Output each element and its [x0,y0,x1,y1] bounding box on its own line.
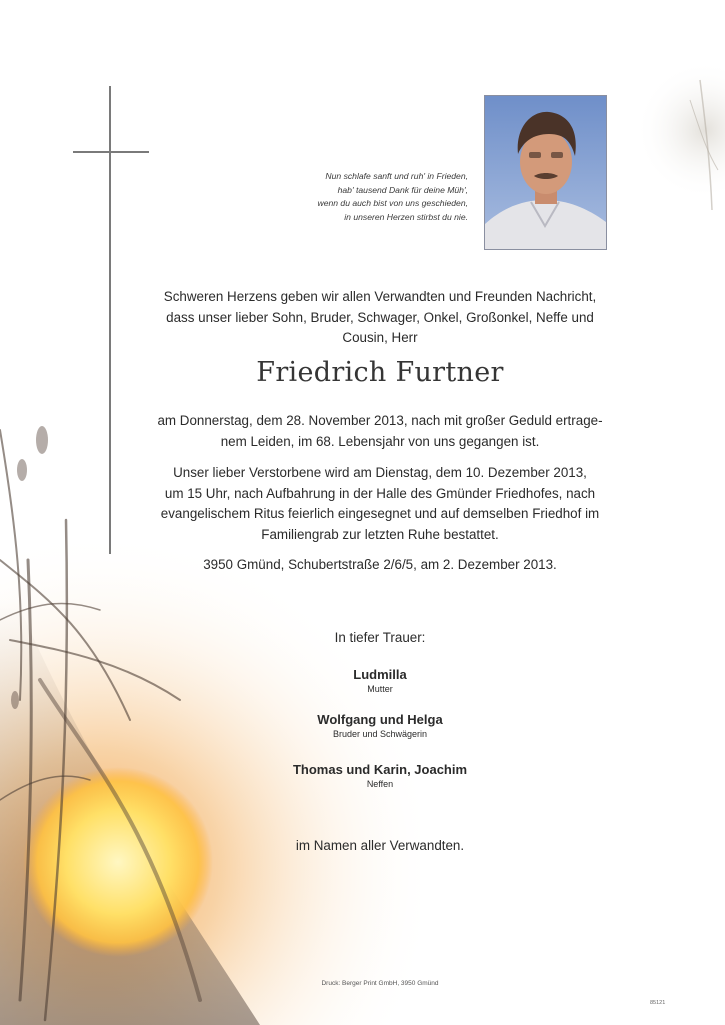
mourner-entry [230,712,530,740]
portrait-photo [484,95,607,250]
mourner-relation: Neffen [366,779,394,789]
cross-icon [109,86,111,554]
poem-line: hab' tausend Dank für deine Müh', [337,184,468,195]
announcement-intro [160,287,600,349]
funeral-line: Unser lieber Verstorbene wird am Dienstag, dem 10. Dezember 2013, [173,465,587,480]
mourner-entry [230,762,530,790]
funeral-line: Familiengrab zur letzten Ruhe bestattet. [261,526,499,542]
death-notice [140,411,620,452]
funeral-line: evangelischem Ritus feierlich eingesegnet und auf demselben Friedhof im [160,506,600,521]
intro-line: Schweren Herzens geben wir allen Verwandten und Freunden Nachricht, [163,289,597,304]
cross-icon-crossbar [73,151,149,153]
closing-line: im Namen aller Verwandten. [295,838,465,853]
mourning-title: In tiefer Trauer: [334,630,426,645]
mourner-name: Ludmilla [353,667,407,682]
place-date: 3950 Gmünd, Schubertstraße 2/6/5, am 2. Dezember 2013. [203,557,557,572]
poem-line: Nun schlafe sanft und ruh' in Frieden, [325,171,468,181]
mourner-name: Wolfgang und Helga [317,712,443,727]
printer-credit: Druck: Berger Print GmbH, 3950 Gmünd [321,980,439,987]
memorial-poem [236,170,468,224]
funeral-line: um 15 Uhr, nach Aufbahrung in der Halle des Gmünder Friedhofes, nach [164,485,596,501]
death-notice-line: nem Leiden, im 68. Lebensjahr von uns gegangen ist. [220,433,540,449]
intro-line: dass unser lieber Sohn, Bruder, Schwager, Onkel, Großonkel, Neffe und [166,309,594,325]
mourner-relation: Mutter [367,684,393,694]
mourner-name: Thomas und Karin, Joachim [292,762,468,777]
intro-line: Cousin, Herr [342,330,418,345]
mourner-entry [230,667,530,695]
deceased-name: Friedrich Furtner [256,357,504,388]
mourner-relation: Bruder und Schwägerin [332,729,428,739]
death-notice-line: am Donnerstag, dem 28. November 2013, nach mit großer Geduld ertrage- [157,413,603,428]
poem-line: in unseren Herzen stirbst du nie. [344,211,468,222]
print-code: 85121 [650,1000,666,1006]
funeral-details [140,463,620,545]
poem-line: wenn du auch bist von uns geschieden, [317,198,468,209]
